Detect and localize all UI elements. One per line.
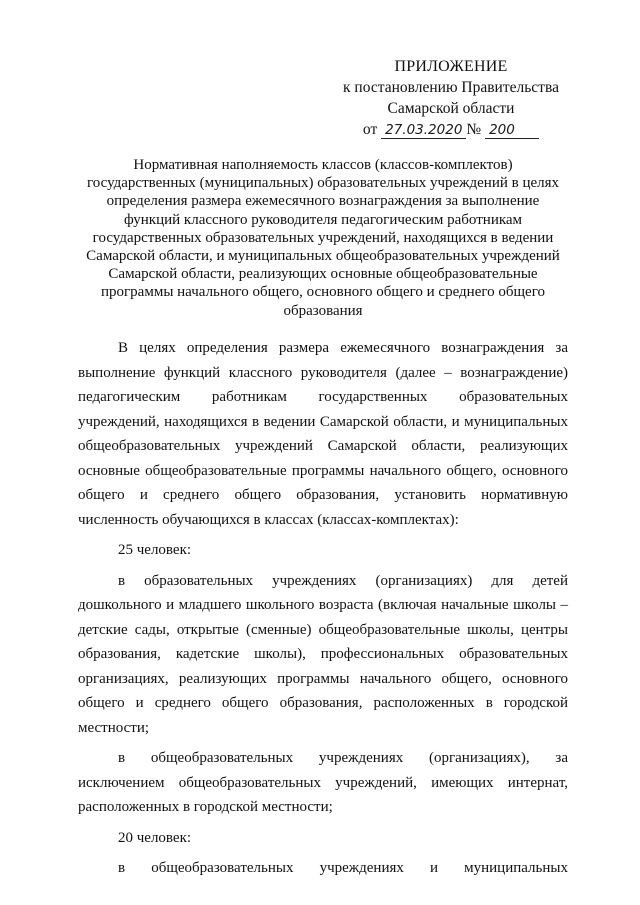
handwritten-number: 200	[485, 122, 539, 139]
date-prefix: от	[362, 121, 378, 138]
title-line: государственных (муниципальных) образовательных учреждений в целях	[86, 175, 560, 192]
title-line: Самарской области, и муниципальных общеобразовательных учреждений	[86, 248, 560, 265]
paragraph-municipal-institutions: в общеобразовательных учреждениях и муниципальных	[118, 860, 568, 876]
appendix-line-1: к постановлению Правительства	[343, 79, 559, 96]
appendix-date-line	[363, 119, 539, 140]
paragraph-25-students: 25 человек:	[118, 542, 192, 558]
title-line: Нормативная наполняемость классов (классов-комплектов)	[133, 157, 513, 173]
handwritten-date: 27.03.2020	[381, 122, 466, 139]
document-title	[78, 156, 568, 320]
appendix-header	[336, 56, 566, 140]
title-line: образования	[283, 302, 363, 319]
title-line: определения размера ежемесячного вознаграждения за выполнение	[106, 193, 540, 210]
paragraph-general-institutions: в общеобразовательных учреждениях (организациях), за исключением общеобразовательных учреждений, имеющих интернат, расположенных в городской местности;	[78, 750, 568, 815]
title-line: функций классного руководителя педагогическим работникам	[123, 211, 523, 228]
title-line: государственных образовательных учреждений, находящихся в ведении	[92, 229, 554, 246]
appendix-line-2: Самарской области	[387, 100, 515, 117]
document-body	[78, 336, 568, 881]
title-line: Самарской области, реализующих основные общеобразовательные	[108, 266, 538, 283]
paragraph-intro: В целях определения размера ежемесячного вознаграждения за выполнение функций классного руководителя (далее – вознаграждение) педагогическим работникам государственных образовательных учреждений, находящихся в ведении Самарской области, и муниципальных общеобразовательных учреждений Самарской области, реализующих основные общеобразовательные программы начального общего, основного общего и среднего общего образования, установить нормативную численность обучающихся в классах (классах-комплектах):	[78, 340, 568, 528]
title-line: программы начального общего, основного общего и среднего общего	[101, 284, 545, 301]
number-sign: №	[466, 121, 482, 138]
paragraph-preschool-institutions: в образовательных учреждениях (организациях) для детей дошкольного и младшего школьного возраста (включая начальные школы – детские сады, открытые (сменные) общеобразовательные школы, центры образования, кадетские школы), профессиональных образовательных организациях, реализующих программы начального общего, основного общего и среднего общего образования, расположенных в городской местности;	[78, 572, 568, 736]
paragraph-20-students: 20 человек:	[118, 829, 192, 846]
appendix-title: ПРИЛОЖЕНИЕ	[394, 58, 508, 75]
